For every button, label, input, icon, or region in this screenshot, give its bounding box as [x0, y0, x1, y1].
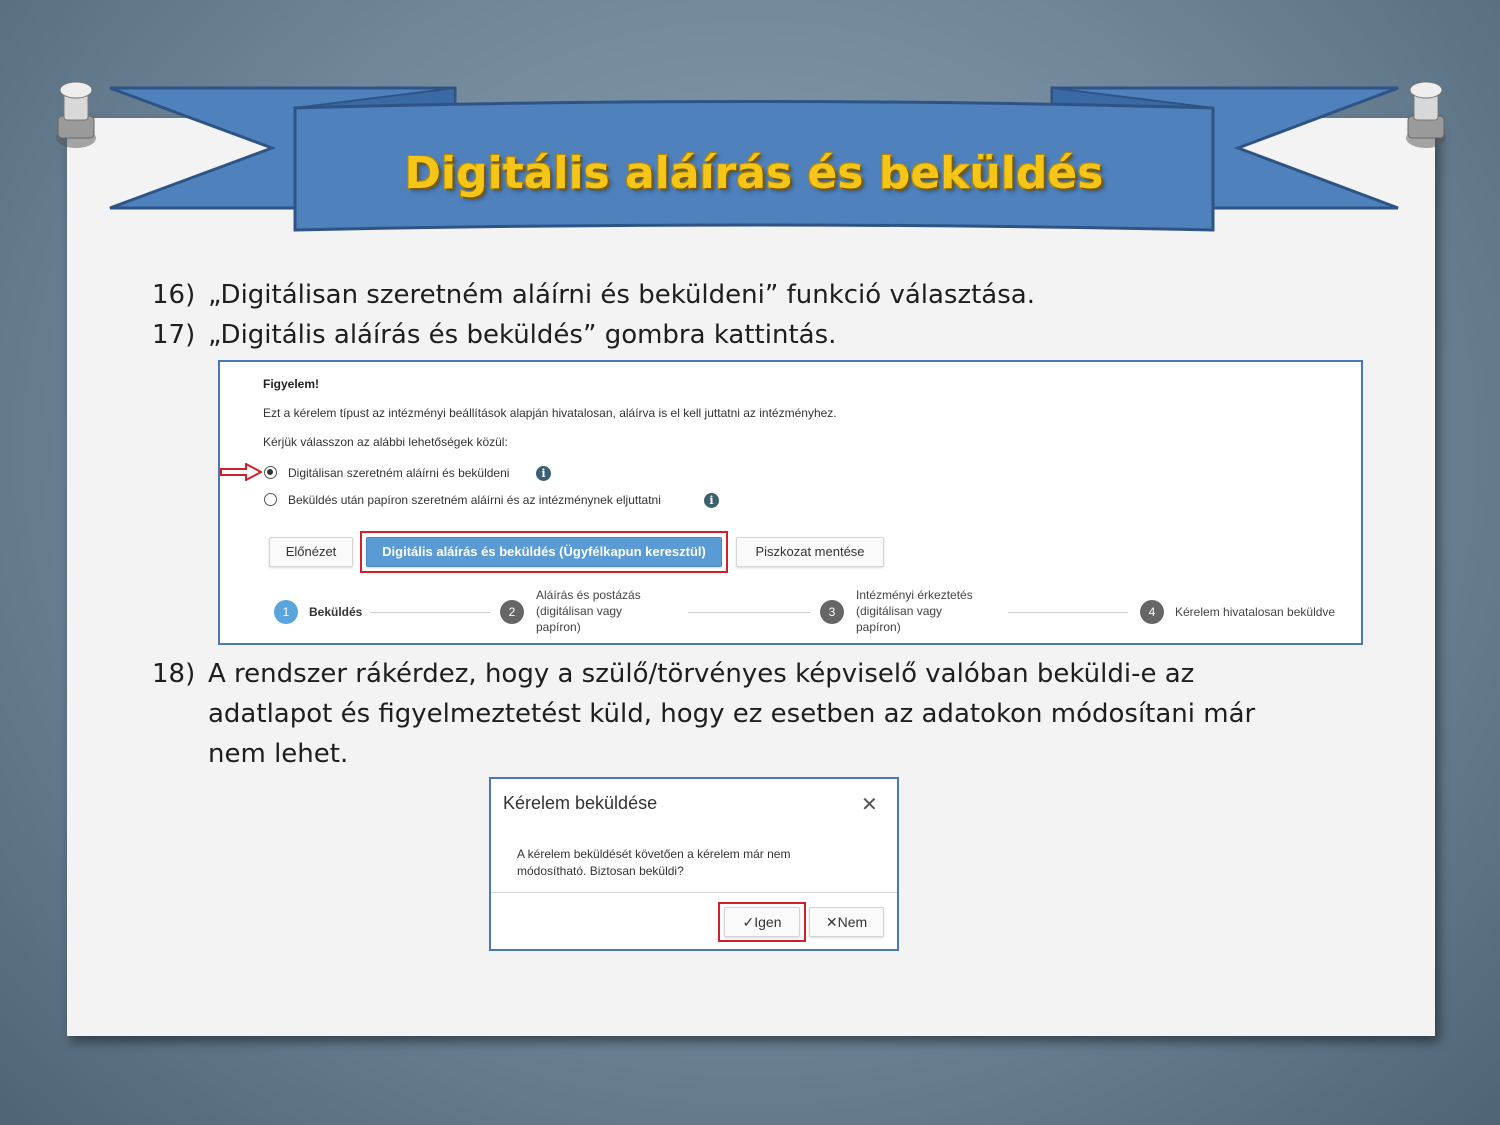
- stepper-step-1: 1: [274, 600, 298, 624]
- stepper-step-3: 3: [820, 600, 844, 624]
- step-text: „Digitálisan szeretném aláírni és beküldeni” funkció választása.: [208, 280, 1035, 310]
- stepper-connector: [688, 612, 810, 613]
- step-number: 18): [152, 659, 196, 689]
- submit-confirm-dialog: [489, 777, 899, 951]
- submission-panel: [218, 360, 1363, 645]
- stepper-label-line: (digitálisan vagy: [856, 604, 943, 618]
- radio-digital-sign[interactable]: [264, 466, 277, 479]
- step-18: [152, 654, 1308, 774]
- no-button[interactable]: [809, 907, 884, 937]
- warning-heading: Figyelem!: [263, 377, 320, 391]
- stepper-label-line: papíron): [856, 620, 901, 634]
- step-text: „Digitális aláírás és beküldés” gombra kattintás.: [208, 320, 837, 350]
- radio-paper-sign-label[interactable]: Beküldés után papíron szeretném aláírni és az intézménynek eljuttatni: [288, 493, 661, 507]
- step-17: [152, 315, 836, 355]
- stepper-label-line: (digitálisan vagy: [536, 604, 623, 618]
- info-icon[interactable]: i: [704, 493, 719, 508]
- close-icon[interactable]: ✕: [861, 794, 878, 816]
- step-number: 17): [152, 320, 196, 350]
- slide-title: Digitális aláírás és beküldés: [404, 148, 1104, 199]
- info-text: Ezt a kérelem típust az intézményi beállítások alapján hivatalosan, aláírva is el kell juttatni az intézményhez.: [263, 406, 837, 420]
- stepper-step-2: 2: [500, 600, 524, 624]
- radio-digital-sign-label[interactable]: Digitálisan szeretném aláírni és beküldeni: [288, 466, 510, 480]
- yes-button[interactable]: [724, 907, 800, 937]
- stepper-label-line: papíron): [536, 620, 581, 634]
- stepper-label-3: [856, 587, 973, 635]
- no-label: Nem: [837, 914, 868, 930]
- info-icon[interactable]: i: [536, 466, 551, 481]
- stepper-label-line: Aláírás és postázás: [536, 588, 641, 602]
- stepper-step-4: 4: [1140, 600, 1164, 624]
- red-arrow-icon: [220, 463, 262, 481]
- dialog-message: A kérelem beküldését követően a kérelem már nem módosítható. Biztosan beküldi?: [517, 847, 791, 878]
- stepper-label-line: Intézményi érkeztetés: [856, 588, 973, 602]
- check-icon: ✓: [742, 914, 755, 930]
- dialog-divider: [491, 892, 897, 893]
- radio-paper-sign[interactable]: [264, 493, 277, 506]
- preview-button[interactable]: Előnézet: [269, 537, 353, 567]
- close-icon: ✕: [825, 914, 838, 930]
- stepper-label-1: Beküldés: [309, 605, 363, 619]
- stepper-connector: [1008, 612, 1128, 613]
- stepper-label-4: Kérelem hivatalosan beküldve: [1175, 605, 1336, 619]
- title-ribbon: [0, 0, 1500, 260]
- yes-label: Igen: [754, 914, 782, 930]
- step-number: 16): [152, 280, 196, 310]
- step-text: A rendszer rákérdez, hogy a szülő/törvényes képviselő valóban beküldi-e az adatlapot és figyelmeztetést küld, hogy ez esetben az adatokon módosítani már nem lehet.: [208, 659, 1256, 769]
- choose-text: Kérjük válasszon az alábbi lehetőségek közül:: [263, 435, 508, 449]
- stepper-connector: [370, 612, 490, 613]
- step-16: [152, 275, 1035, 315]
- dialog-title: Kérelem beküldése: [503, 793, 658, 813]
- save-draft-button[interactable]: Piszkozat mentése: [736, 537, 884, 567]
- stepper-label-2: [536, 587, 641, 635]
- sign-submit-button[interactable]: Digitális aláírás és beküldés (Ügyfélkapun keresztül): [366, 537, 722, 567]
